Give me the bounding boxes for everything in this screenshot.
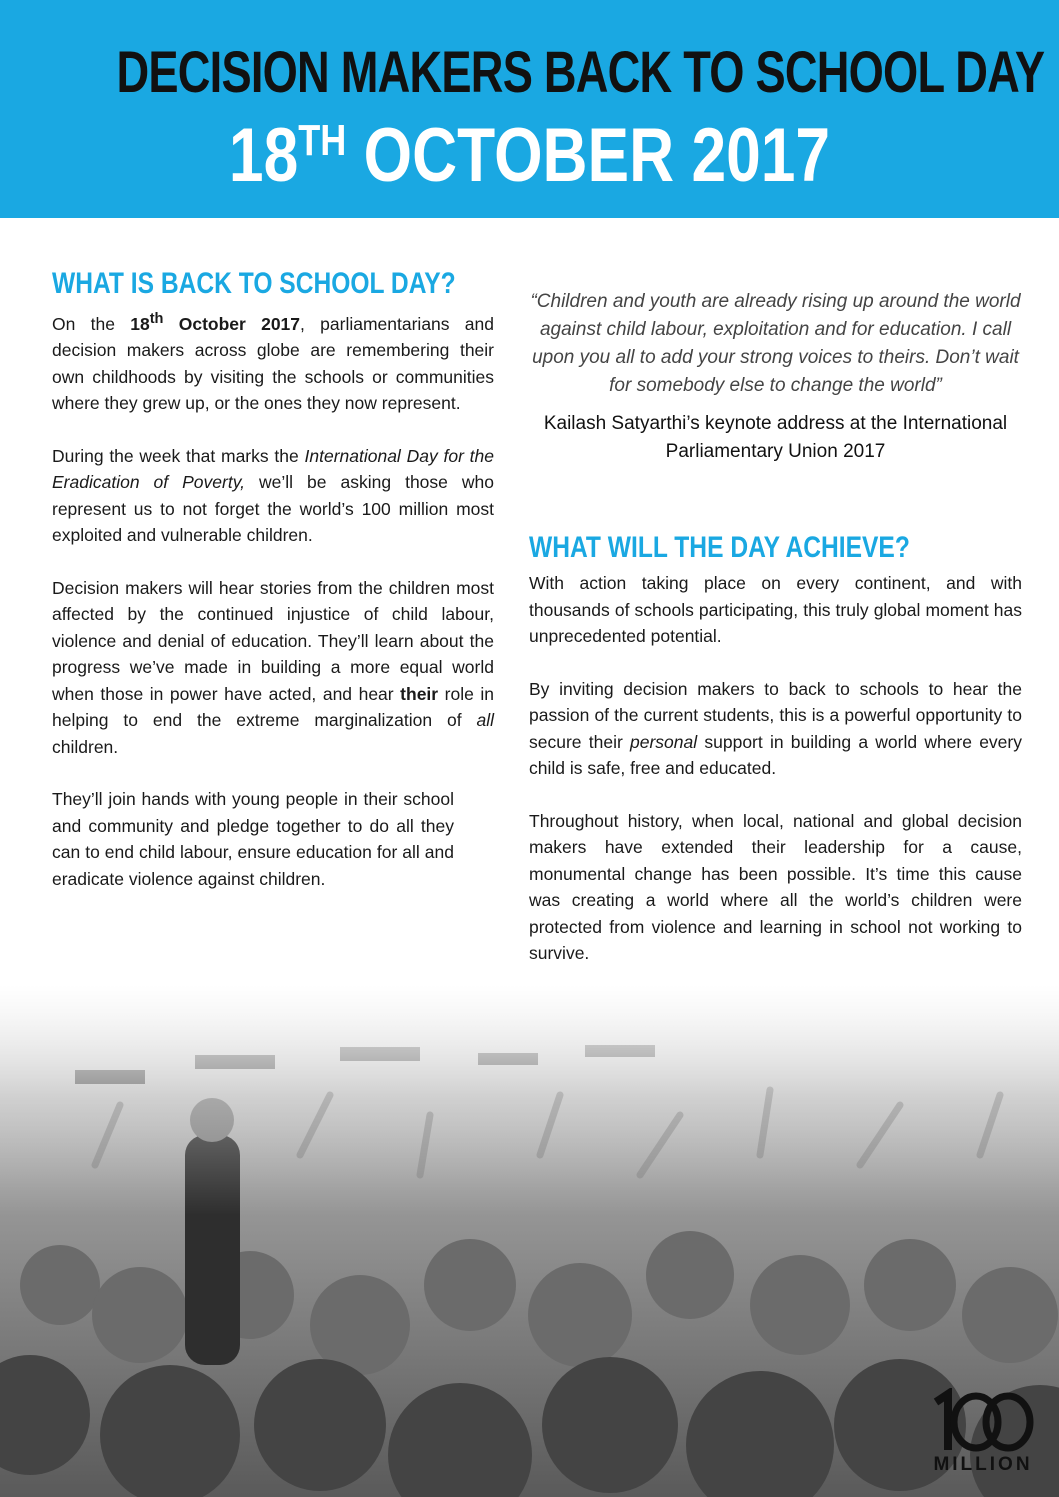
logo-label: MILLION: [933, 1454, 1033, 1475]
page-title: DECISION MAKERS BACK TO SCHOOL DAY: [116, 40, 1045, 105]
action-paragraph: With action taking place on every continent, and with thousands of schools participating, this truly global moment has unprecedented potential.: [529, 573, 1022, 646]
quote-attribution: Kailash Satyarthi’s keynote address at the International Parliamentary Union 2017: [543, 413, 1008, 462]
inviting-personal: personal: [630, 731, 698, 752]
intro-text-b: , parliamentarians and decision makers across globe are remembering their own childhoods by visiting the schools or communities where they grew up, or the ones they now represent.: [52, 313, 495, 414]
history-paragraph: Throughout history, when local, national and global decision makers have extended their leadership for a cause, monumental change has been possible. It’s time this cause was creating a world where all the world’s children were protected from violence and learning in school not working to survive.: [529, 810, 1022, 963]
poverty-text-a: During the week that marks the: [52, 445, 305, 466]
intro-date-num: 18: [130, 313, 150, 334]
poverty-day-name: International Day for the Eradication of Poverty,: [52, 445, 494, 493]
header-banner: [0, 0, 1059, 218]
event-date: [95, 113, 963, 198]
poverty-paragraph: [52, 443, 494, 549]
stories-all: all: [476, 710, 494, 731]
intro-text-a: On the: [52, 313, 131, 334]
left-column: [52, 264, 494, 918]
right-column: [529, 288, 1022, 993]
stories-text-c: children.: [52, 736, 119, 757]
stories-text-b: role in helping to end the extreme marginalization of: [52, 683, 495, 731]
stories-paragraph: [52, 575, 494, 761]
inviting-text-b: support in building a world where every child is safe, free and educated.: [529, 731, 1022, 778]
intro-date-sup: th: [149, 311, 164, 327]
date-month-year: OCTOBER 2017: [363, 113, 831, 198]
inviting-paragraph: [529, 676, 1022, 782]
inviting-text-a: By inviting decision makers to back to schools to hear the passion of the current students, this is a powerful opportunity to secure their: [529, 678, 1022, 752]
stories-text-a: Decision makers will hear stories from the children most affected by the continued injustice of child labour, violence and denial of education. They’ll learn about the progress we’ve made in building a more equal world when those in power have acted, and hear: [52, 577, 494, 704]
intro-date: [130, 311, 301, 334]
intro-paragraph: [52, 306, 494, 417]
100-numerals-icon: [928, 1388, 1038, 1454]
date-day: 18: [228, 113, 299, 198]
what-is-heading: WHAT IS BACK TO SCHOOL DAY?: [52, 267, 456, 300]
stories-their: their: [400, 683, 439, 704]
poverty-text-b: we’ll be asking those who represent us to not forget the world’s 100 million most exploited and vulnerable children.: [52, 472, 494, 546]
intro-date-rest: October 2017: [163, 313, 301, 334]
100-million-logo: [928, 1388, 1038, 1484]
keynote-quote: “Children and youth are already rising up around the world against child labour, exploitation and for education. I call upon you all to add your strong voices to theirs. Don’t wait for somebody else to change the world”: [530, 291, 1021, 396]
achieve-heading: WHAT WILL THE DAY ACHIEVE?: [529, 531, 910, 564]
date-suffix: TH: [298, 116, 347, 165]
pledge-paragraph: They’ll join hands with young people in their school and community and pledge together to do all they can to end child labour, ensure education for all and eradicate violence against children.: [52, 789, 454, 889]
crowd-photo: [0, 985, 1059, 1497]
